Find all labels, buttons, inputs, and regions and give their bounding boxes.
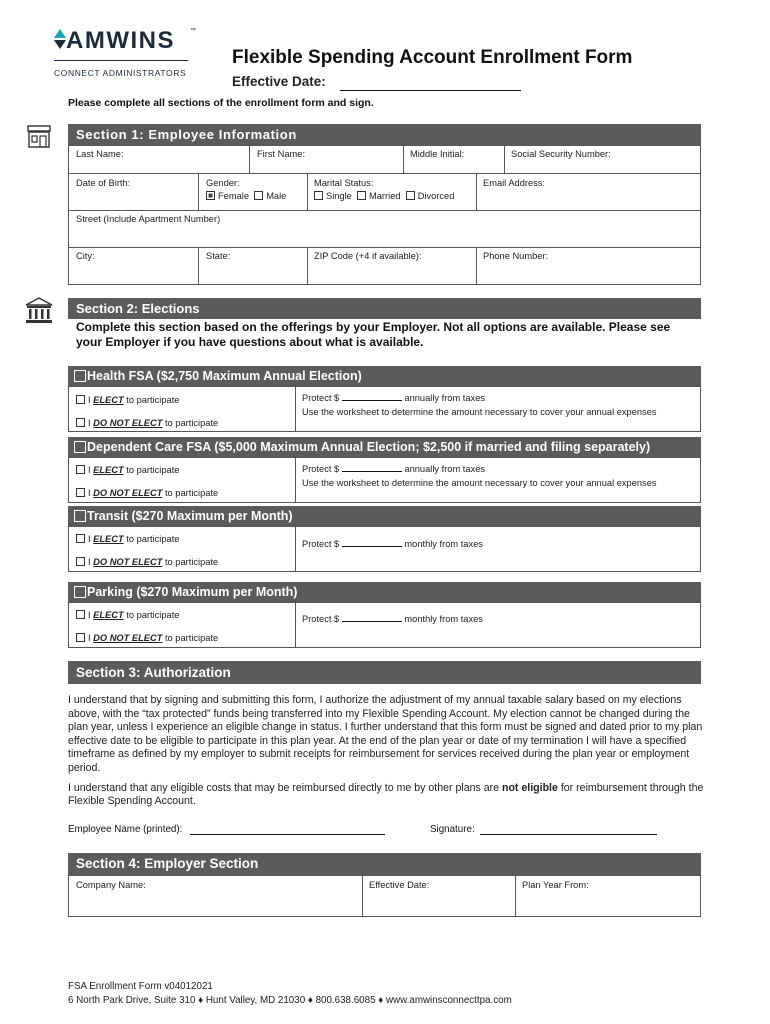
employer-effective-date-field[interactable]: Effective Date:: [369, 880, 430, 890]
logo-divider: [54, 60, 188, 61]
dependent-elect-checkbox[interactable]: [76, 465, 85, 474]
plan-year-field[interactable]: Plan Year From:: [522, 880, 589, 890]
logo-subtitle: CONNECT ADMINISTRATORS: [54, 68, 187, 78]
transit-elect-checkbox[interactable]: [76, 534, 85, 543]
authorization-paragraph-1: I understand that by signing and submitting this form, I authorize the adjustment of my annual taxable salary based on my elections above, with the “tax protected” funds being transferred into my Flexible Spending Account. My election cannot be changed during the plan year, unless I experience an eligible change in status. I further understand that this form must be signed and dated prior to my plan effective date to be eligible to participate in this plan year. At the end of the plan year or date of my termination I will have a specified timeframe as defined by my employer to submit receipts for reimbursement for services received during the plan year or employment period.: [68, 694, 703, 774]
employee-name-field[interactable]: [190, 834, 385, 835]
middle-initial-field[interactable]: Middle Initial:: [410, 149, 465, 159]
dependent-elect-option: I ELECT to participate: [76, 465, 179, 475]
section4-header: Section 4: Employer Section: [68, 853, 701, 875]
parking-elect-option: I ELECT to participate: [76, 610, 179, 620]
ssn-field[interactable]: Social Security Number:: [511, 149, 611, 159]
female-checkbox[interactable]: [206, 191, 215, 200]
dependent-care-header: Dependent Care FSA ($5,000 Maximum Annual Election; $2,500 if married and filing separately): [68, 437, 701, 457]
health-protect-amount: Protect $ annually from taxes Use the worksheet to determine the amount necessary to cover your annual expenses: [302, 393, 657, 417]
transit-not-elect-option: I DO NOT ELECT to participate: [76, 557, 218, 567]
gender-label: Gender:: [206, 178, 240, 188]
transit-checkbox[interactable]: [74, 510, 86, 522]
effective-date-label: Effective Date:: [232, 74, 326, 89]
married-checkbox[interactable]: [357, 191, 366, 200]
state-field[interactable]: State:: [206, 251, 231, 261]
transit-amount-field[interactable]: [342, 546, 402, 547]
bank-building-icon: [24, 296, 54, 326]
authorization-paragraph-2: I understand that any eligible costs that may be reimbursed directly to me by other plans are not eligible for reimbursement through the Flexible Spending Account.: [68, 781, 704, 808]
form-version: FSA Enrollment Form v04012021: [68, 981, 213, 992]
parking-amount-field[interactable]: [342, 621, 402, 622]
section2-header: Section 2: Elections: [68, 298, 701, 319]
instructions: Please complete all sections of the enrollment form and sign.: [68, 97, 374, 109]
parking-elect-checkbox[interactable]: [76, 610, 85, 619]
marital-options: Single Married Divorced: [314, 191, 454, 201]
footer: [68, 980, 512, 1008]
dependent-amount-field[interactable]: [342, 471, 402, 472]
section1-header: Section 1: Employee Information: [68, 124, 701, 145]
parking-not-elect-checkbox[interactable]: [76, 633, 85, 642]
dependent-not-elect-option: I DO NOT ELECT to participate: [76, 488, 218, 498]
dependent-care-checkbox[interactable]: [74, 441, 86, 453]
dob-field[interactable]: Date of Birth:: [76, 178, 131, 188]
email-field[interactable]: Email Address:: [483, 178, 546, 188]
first-name-field[interactable]: First Name:: [257, 149, 306, 159]
form-title: Flexible Spending Account Enrollment Form: [232, 47, 633, 68]
health-not-elect-checkbox[interactable]: [76, 418, 85, 427]
gender-options: Female Male: [206, 191, 286, 201]
logo-trademark: ™: [190, 28, 196, 34]
section2-intro: Complete this section based on the offerings by your Employer. Not all options are available. Please see your Employer if you have questions about what is available.: [76, 320, 671, 349]
health-not-elect-option: I DO NOT ELECT to participate: [76, 418, 218, 428]
transit-not-elect-checkbox[interactable]: [76, 557, 85, 566]
signature-field[interactable]: [480, 834, 657, 835]
transit-protect-amount: Protect $ monthly from taxes: [302, 539, 483, 549]
phone-field[interactable]: Phone Number:: [483, 251, 549, 261]
dependent-not-elect-checkbox[interactable]: [76, 488, 85, 497]
health-fsa-header: Health FSA ($2,750 Maximum Annual Election): [68, 366, 701, 386]
health-fsa-checkbox[interactable]: [74, 370, 86, 382]
health-elect-option: I ELECT to participate: [76, 395, 179, 405]
storefront-icon: [26, 124, 52, 150]
single-checkbox[interactable]: [314, 191, 323, 200]
city-field[interactable]: City:: [76, 251, 95, 261]
authorization-text: [68, 694, 704, 815]
marital-status-label: Marital Status:: [314, 178, 374, 188]
effective-date-field[interactable]: [340, 90, 521, 91]
last-name-field[interactable]: Last Name:: [76, 149, 124, 159]
transit-elect-option: I ELECT to participate: [76, 534, 179, 544]
employee-name-label: Employee Name (printed):: [68, 824, 183, 835]
divorced-checkbox[interactable]: [406, 191, 415, 200]
parking-checkbox[interactable]: [74, 586, 86, 598]
health-amount-field[interactable]: [342, 400, 402, 401]
parking-protect-amount: Protect $ monthly from taxes: [302, 614, 483, 624]
parking-not-elect-option: I DO NOT ELECT to participate: [76, 633, 218, 643]
company-name-field[interactable]: Company Name:: [76, 880, 146, 890]
male-checkbox[interactable]: [254, 191, 263, 200]
company-address: 6 North Park Drive, Suite 310 ♦ Hunt Valley, MD 21030 ♦ 800.638.6085 ♦ www.amwinsconnecttpa.com: [68, 995, 512, 1006]
dependent-protect-amount: Protect $ annually from taxes Use the worksheet to determine the amount necessary to cover your annual expenses: [302, 464, 657, 488]
transit-header: Transit ($270 Maximum per Month): [68, 506, 701, 526]
signature-label: Signature:: [430, 824, 475, 835]
section3-header: Section 3: Authorization: [68, 661, 701, 684]
logo-wordmark: AMWINS: [66, 27, 175, 54]
health-elect-checkbox[interactable]: [76, 395, 85, 404]
zip-field[interactable]: ZIP Code (+4 if available):: [314, 251, 422, 261]
parking-header: Parking ($270 Maximum per Month): [68, 582, 701, 602]
street-field[interactable]: Street (Include Apartment Number): [76, 214, 221, 224]
